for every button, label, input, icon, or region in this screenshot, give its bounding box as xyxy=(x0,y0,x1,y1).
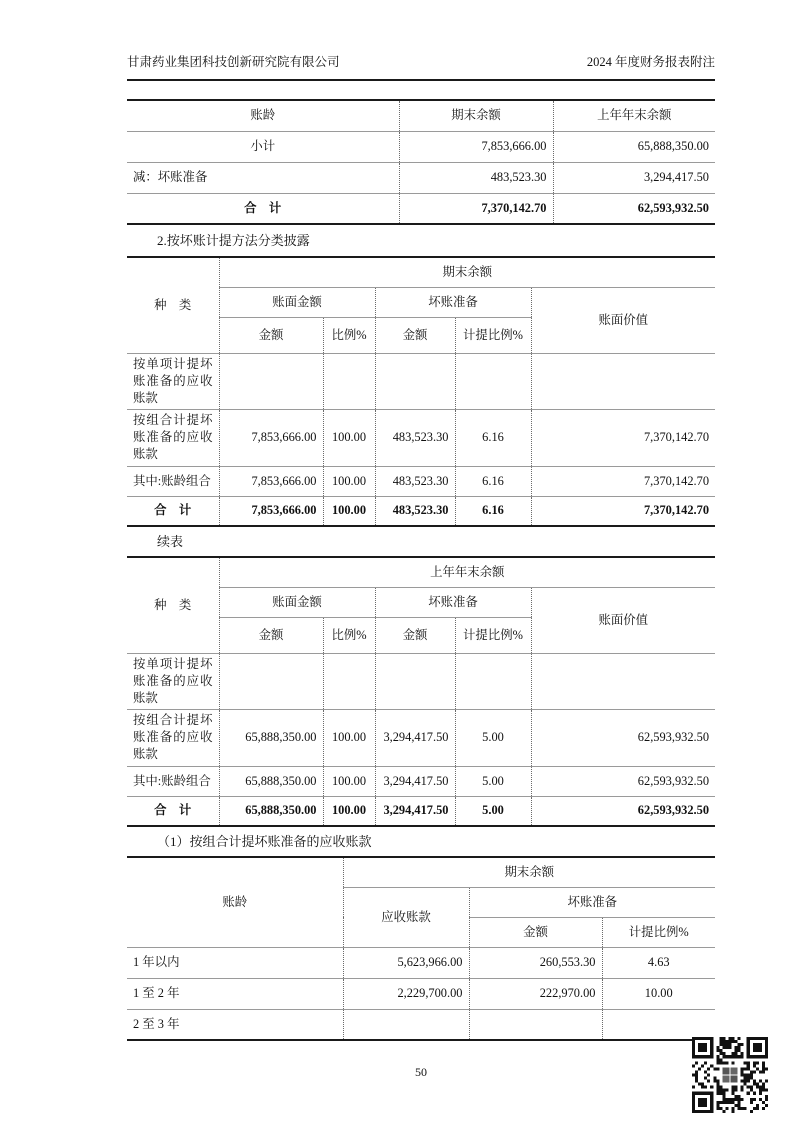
table-row xyxy=(127,353,715,409)
cell-value xyxy=(602,1009,715,1040)
column-header-amount: 金额 xyxy=(219,317,323,353)
column-header-book-amount: 账面金额 xyxy=(219,287,375,317)
column-header-amount: 金额 xyxy=(375,617,455,653)
cell-value: 7,853,666.00 xyxy=(219,496,323,526)
cell-value: 65,888,350.00 xyxy=(219,766,323,796)
cell-value: 7,370,142.70 xyxy=(531,496,715,526)
cell-value: 6.16 xyxy=(455,496,531,526)
row-label: 减：坏账准备 xyxy=(133,170,208,184)
cell-value xyxy=(219,653,323,709)
column-header-category: 种 类 xyxy=(154,597,192,612)
row-label: 按组合计提坏账准备的应收账款 xyxy=(133,713,213,761)
cell-value xyxy=(455,653,531,709)
cell-value: 100.00 xyxy=(323,766,375,796)
row-label: 按单项计提坏账准备的应收账款 xyxy=(133,656,213,705)
cell-value: 7,370,142.70 xyxy=(399,193,553,224)
table-total-row xyxy=(127,193,715,224)
cell-value: 7,370,142.70 xyxy=(531,409,715,466)
page-footer xyxy=(127,1065,715,1080)
table-row xyxy=(127,1009,715,1040)
row-label: 1 至 2 年 xyxy=(133,986,180,1000)
table-total-row xyxy=(127,796,715,826)
column-header-prior-balance: 上年年末余额 xyxy=(219,557,715,587)
row-label: 合 计 xyxy=(154,503,192,518)
cell-value: 7,370,142.70 xyxy=(531,466,715,496)
cell-value: 3,294,417.50 xyxy=(375,796,455,826)
column-header-prior-balance: 上年年末余额 xyxy=(553,100,715,131)
column-header-bad-debt: 坏账准备 xyxy=(469,887,715,917)
header-company-name: 甘肃药业集团科技创新研究院有限公司 xyxy=(127,55,340,69)
column-header-amount: 金额 xyxy=(469,917,602,947)
table-row xyxy=(127,466,715,496)
column-header-book-value: 账面价值 xyxy=(531,287,715,353)
cell-value: 65,888,350.00 xyxy=(219,796,323,826)
table-row xyxy=(127,709,715,766)
cell-value: 483,523.30 xyxy=(399,162,553,193)
row-label: 其中:账龄组合 xyxy=(133,473,211,488)
continuation-label: 续表 xyxy=(157,534,184,549)
row-label: 按单项计提坏账准备的应收账款 xyxy=(133,356,213,405)
cell-value xyxy=(469,1009,602,1040)
cell-value xyxy=(455,353,531,409)
cell-value: 62,593,932.50 xyxy=(531,766,715,796)
cell-value xyxy=(323,353,375,409)
cell-value: 65,888,350.00 xyxy=(219,709,323,766)
cell-value: 5,623,966.00 xyxy=(343,947,469,978)
table-row xyxy=(127,409,715,466)
table-row xyxy=(127,131,715,162)
table-row xyxy=(127,766,715,796)
qr-code xyxy=(689,1037,771,1113)
cell-value xyxy=(375,353,455,409)
cell-value xyxy=(375,653,455,709)
table-header-row xyxy=(127,100,715,131)
column-header-bad-debt: 坏账准备 xyxy=(375,587,531,617)
section-heading-provision-method: 2.按坏账计提方法分类披露 xyxy=(157,233,310,248)
column-header-closing-balance: 期末余额 xyxy=(399,100,553,131)
row-label: 合 计 xyxy=(154,803,192,818)
cell-value: 4.63 xyxy=(602,947,715,978)
row-label: 按组合计提坏账准备的应收账款 xyxy=(133,413,213,461)
cell-value: 100.00 xyxy=(323,496,375,526)
column-header-provision-ratio: 计提比例% xyxy=(455,617,531,653)
table-row xyxy=(127,653,715,709)
cell-value xyxy=(343,1009,469,1040)
column-header-closing-balance: 期末余额 xyxy=(219,257,715,287)
cell-value: 65,888,350.00 xyxy=(553,131,715,162)
cell-value: 100.00 xyxy=(323,796,375,826)
provision-method-table-prior xyxy=(127,556,715,827)
cell-value: 62,593,932.50 xyxy=(553,193,715,224)
cell-value: 7,853,666.00 xyxy=(219,466,323,496)
column-header-ratio: 比例% xyxy=(323,317,375,353)
cell-value xyxy=(323,653,375,709)
cell-value xyxy=(531,653,715,709)
cell-value: 7,853,666.00 xyxy=(399,131,553,162)
header-doc-title: 2024 年度财务报表附注 xyxy=(586,55,715,69)
cell-value: 5.00 xyxy=(455,796,531,826)
page-number: 50 xyxy=(415,1065,427,1079)
cell-value: 62,593,932.50 xyxy=(531,709,715,766)
table-header-row xyxy=(127,557,715,587)
cell-value: 483,523.30 xyxy=(375,466,455,496)
portfolio-aging-table xyxy=(127,856,715,1041)
cell-value: 6.16 xyxy=(455,466,531,496)
cell-value: 10.00 xyxy=(602,978,715,1009)
cell-value: 100.00 xyxy=(323,409,375,466)
column-header-book-value: 账面价值 xyxy=(531,587,715,653)
cell-value: 5.00 xyxy=(455,766,531,796)
column-header-amount: 金额 xyxy=(375,317,455,353)
cell-value: 5.00 xyxy=(455,709,531,766)
column-header-closing-balance: 期末余额 xyxy=(343,857,715,887)
table-header-row xyxy=(127,257,715,287)
row-label: 小计 xyxy=(250,139,276,153)
cell-value: 3,294,417.50 xyxy=(375,766,455,796)
column-header-category: 种 类 xyxy=(154,297,192,312)
provision-method-table-current xyxy=(127,256,715,527)
column-header-ratio: 比例% xyxy=(323,617,375,653)
cell-value: 3,294,417.50 xyxy=(375,709,455,766)
column-header-bad-debt: 坏账准备 xyxy=(375,287,531,317)
cell-value: 2,229,700.00 xyxy=(343,978,469,1009)
table-header-row xyxy=(127,857,715,887)
cell-value xyxy=(219,353,323,409)
column-header-book-amount: 账面金额 xyxy=(219,587,375,617)
cell-value xyxy=(531,353,715,409)
cell-value: 483,523.30 xyxy=(375,496,455,526)
table-total-row xyxy=(127,496,715,526)
page-header xyxy=(127,0,715,81)
cell-value: 222,970.00 xyxy=(469,978,602,1009)
column-header-receivable: 应收账款 xyxy=(343,887,469,947)
cell-value: 100.00 xyxy=(323,709,375,766)
cell-value: 6.16 xyxy=(455,409,531,466)
column-header-aging: 账龄 xyxy=(250,108,276,123)
section-heading-portfolio-provision: （1）按组合计提坏账准备的应收账款 xyxy=(157,834,372,849)
column-header-amount: 金额 xyxy=(219,617,323,653)
cell-value: 7,853,666.00 xyxy=(219,409,323,466)
row-label: 1 年以内 xyxy=(133,955,180,969)
aging-summary-table xyxy=(127,99,715,225)
table-row xyxy=(127,978,715,1009)
cell-value: 483,523.30 xyxy=(375,409,455,466)
column-header-aging: 账龄 xyxy=(222,894,248,909)
row-label: 其中:账龄组合 xyxy=(133,773,211,788)
table-row xyxy=(127,947,715,978)
column-header-provision-ratio: 计提比例% xyxy=(455,317,531,353)
row-label: 2 至 3 年 xyxy=(133,1016,180,1031)
cell-value: 260,553.30 xyxy=(469,947,602,978)
row-label: 合 计 xyxy=(244,200,282,215)
column-header-provision-ratio: 计提比例% xyxy=(602,917,715,947)
cell-value: 3,294,417.50 xyxy=(553,162,715,193)
table-row xyxy=(127,162,715,193)
cell-value: 100.00 xyxy=(323,466,375,496)
cell-value: 62,593,932.50 xyxy=(531,796,715,826)
